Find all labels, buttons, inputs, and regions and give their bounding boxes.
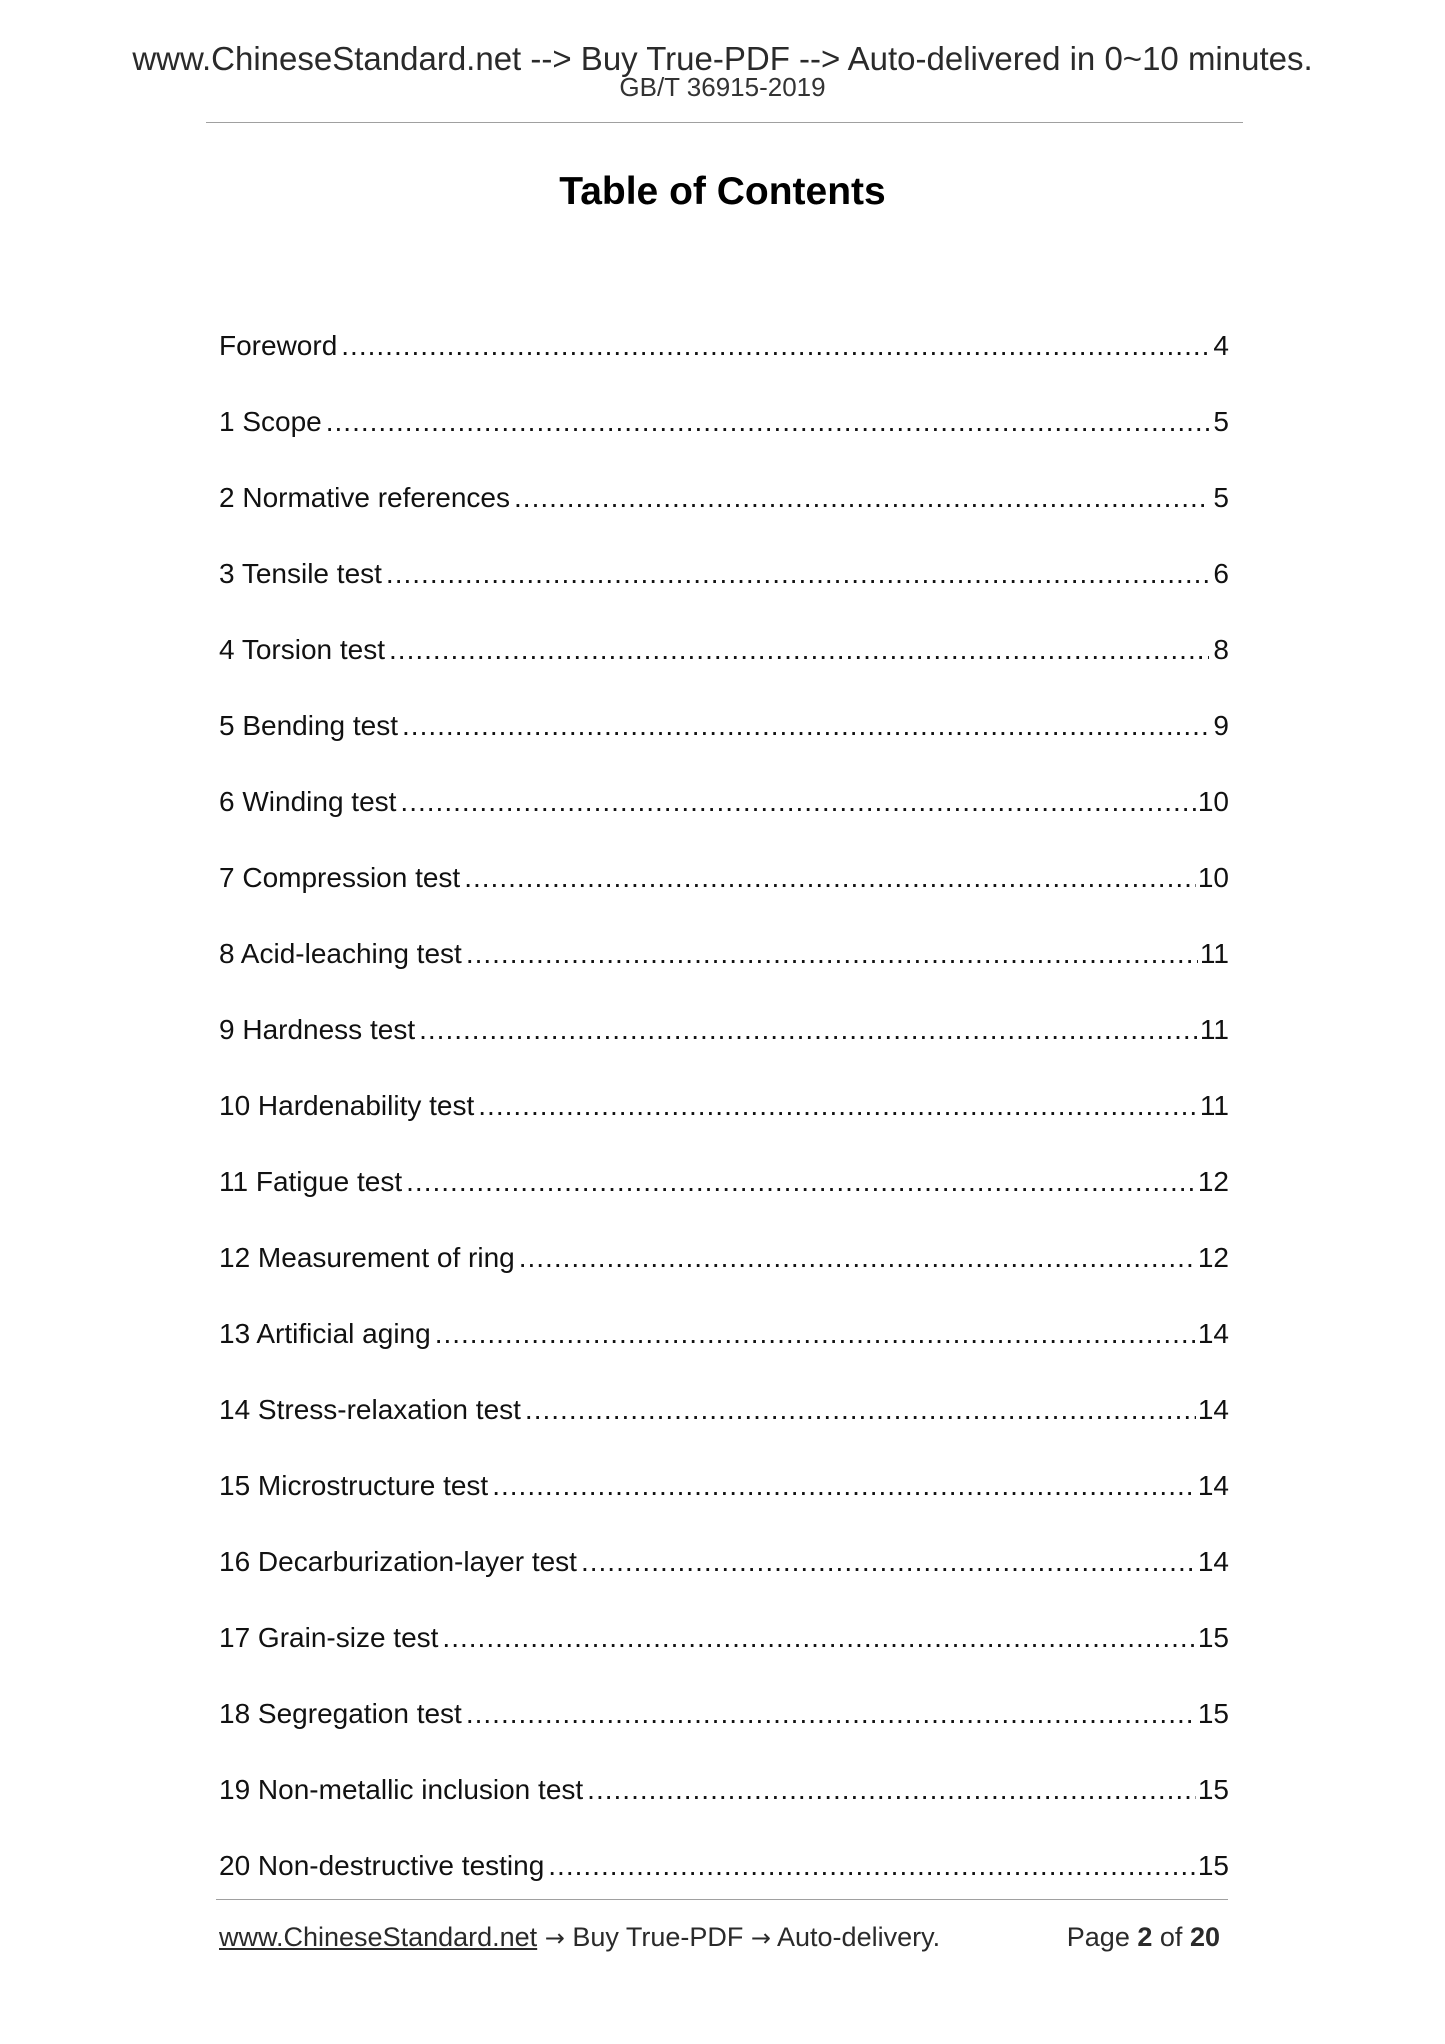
toc-dot-leader bbox=[525, 1392, 1196, 1428]
toc-dot-leader bbox=[587, 1772, 1196, 1808]
toc-entry[interactable] bbox=[219, 1504, 1229, 1580]
toc-entry[interactable] bbox=[219, 1732, 1229, 1808]
page-indicator bbox=[1067, 1920, 1220, 1954]
toc-entry-page: 11 bbox=[1199, 1014, 1229, 1045]
toc-entry[interactable] bbox=[219, 972, 1229, 1048]
toc-entry-label: 19 Non-metallic inclusion test bbox=[219, 1774, 584, 1805]
arrow-right-icon: → bbox=[544, 1924, 565, 1952]
toc-entry[interactable] bbox=[219, 288, 1229, 364]
standard-code: GB/T 36915-2019 bbox=[619, 72, 826, 102]
page-total: 20 bbox=[1189, 1922, 1220, 1952]
toc-entry-page: 15 bbox=[1197, 1850, 1229, 1881]
toc-entry[interactable] bbox=[219, 440, 1229, 516]
toc-entry-label: 4 Torsion test bbox=[219, 634, 386, 665]
toc-dot-leader bbox=[581, 1544, 1196, 1580]
toc-entry-label: 1 Scope bbox=[219, 406, 322, 437]
table-of-contents bbox=[219, 288, 1229, 1884]
toc-entry-label: 10 Hardenability test bbox=[219, 1090, 475, 1121]
toc-entry-label: 11 Fatigue test bbox=[219, 1166, 403, 1197]
toc-entry-page: 12 bbox=[1197, 1166, 1229, 1197]
toc-entry-label: 7 Compression test bbox=[219, 862, 461, 893]
toc-entry-page: 14 bbox=[1197, 1546, 1229, 1577]
toc-entry-label: 14 Stress-relaxation test bbox=[219, 1394, 521, 1425]
toc-dot-leader bbox=[492, 1468, 1196, 1504]
toc-entry-page: 15 bbox=[1197, 1622, 1229, 1653]
toc-entry-label: 6 Winding test bbox=[219, 786, 397, 817]
toc-dot-leader bbox=[406, 1164, 1196, 1200]
page-current: 2 bbox=[1137, 1922, 1153, 1952]
toc-dot-leader bbox=[466, 936, 1198, 972]
toc-dot-leader bbox=[442, 1620, 1195, 1656]
toc-entry-page: 10 bbox=[1197, 786, 1229, 817]
toc-dot-leader bbox=[464, 860, 1196, 896]
footer-divider bbox=[216, 1899, 1228, 1900]
toc-dot-leader bbox=[400, 784, 1195, 820]
footer-promo bbox=[219, 1920, 940, 1955]
toc-entry-label: 16 Decarburization-layer test bbox=[219, 1546, 577, 1577]
toc-entry-page: 14 bbox=[1197, 1318, 1229, 1349]
top-banner: www.ChineseStandard.net --> Buy True-PDF --> Auto-delivered in 0~10 minutes. bbox=[132, 40, 1313, 77]
toc-entry[interactable] bbox=[219, 668, 1229, 744]
toc-entry-label: 13 Artificial aging bbox=[219, 1318, 431, 1349]
footer-buy-text: Buy True-PDF bbox=[572, 1922, 744, 1952]
toc-entry[interactable] bbox=[219, 1124, 1229, 1200]
toc-entry-label: 8 Acid-leaching test bbox=[219, 938, 462, 969]
toc-entry-label: 12 Measurement of ring bbox=[219, 1242, 515, 1273]
of-word: of bbox=[1159, 1922, 1183, 1952]
toc-entry[interactable] bbox=[219, 1276, 1229, 1352]
footer-site-link[interactable]: www.ChineseStandard.net bbox=[219, 1922, 538, 1952]
toc-dot-leader bbox=[402, 708, 1209, 744]
toc-entry-page: 8 bbox=[1213, 634, 1229, 665]
toc-entry[interactable] bbox=[219, 1808, 1229, 1884]
toc-entry-page: 9 bbox=[1213, 710, 1229, 741]
toc-entry-label: Foreword bbox=[219, 330, 338, 361]
toc-entry-page: 5 bbox=[1213, 406, 1229, 437]
toc-entry[interactable] bbox=[219, 744, 1229, 820]
toc-entry[interactable] bbox=[219, 896, 1229, 972]
toc-dot-leader bbox=[389, 632, 1209, 668]
toc-entry-label: 3 Tensile test bbox=[219, 558, 382, 589]
toc-entry-label: 5 Bending test bbox=[219, 710, 399, 741]
toc-entry[interactable] bbox=[219, 1048, 1229, 1124]
footer-delivery-text: Auto-delivery. bbox=[777, 1922, 941, 1952]
toc-entry-page: 10 bbox=[1197, 862, 1229, 893]
toc-dot-leader bbox=[478, 1088, 1198, 1124]
toc-entry-label: 9 Hardness test bbox=[219, 1014, 416, 1045]
toc-entry-page: 4 bbox=[1213, 330, 1229, 361]
toc-entry-label: 15 Microstructure test bbox=[219, 1470, 489, 1501]
toc-entry[interactable] bbox=[219, 1200, 1229, 1276]
toc-dot-leader bbox=[435, 1316, 1196, 1352]
toc-entry[interactable] bbox=[219, 592, 1229, 668]
toc-entry-page: 14 bbox=[1197, 1394, 1229, 1425]
toc-dot-leader bbox=[419, 1012, 1198, 1048]
arrow-right-icon: → bbox=[750, 1924, 771, 1952]
toc-dot-leader bbox=[514, 480, 1209, 516]
toc-dot-leader bbox=[326, 404, 1209, 440]
page-word: Page bbox=[1066, 1922, 1130, 1952]
toc-entry-label: 18 Segregation test bbox=[219, 1698, 462, 1729]
toc-dot-leader bbox=[519, 1240, 1196, 1276]
toc-entry[interactable] bbox=[219, 364, 1229, 440]
toc-entry-page: 14 bbox=[1197, 1470, 1229, 1501]
toc-entry-page: 5 bbox=[1213, 482, 1229, 513]
toc-entry[interactable] bbox=[219, 1428, 1229, 1504]
toc-entry-label: 17 Grain-size test bbox=[219, 1622, 439, 1653]
toc-entry-page: 15 bbox=[1197, 1774, 1229, 1805]
toc-entry-page: 11 bbox=[1199, 938, 1229, 969]
page-title: Table of Contents bbox=[559, 170, 886, 213]
toc-entry[interactable] bbox=[219, 820, 1229, 896]
toc-entry[interactable] bbox=[219, 1352, 1229, 1428]
toc-dot-leader bbox=[386, 556, 1209, 592]
toc-entry-page: 11 bbox=[1199, 1090, 1229, 1121]
header-divider bbox=[206, 122, 1243, 123]
toc-entry-page: 6 bbox=[1213, 558, 1229, 589]
toc-entry-label: 2 Normative references bbox=[219, 482, 511, 513]
toc-entry-label: 20 Non-destructive testing bbox=[219, 1850, 545, 1881]
toc-dot-leader bbox=[466, 1696, 1196, 1732]
toc-dot-leader bbox=[341, 328, 1209, 364]
toc-entry[interactable] bbox=[219, 1656, 1229, 1732]
toc-entry[interactable] bbox=[219, 516, 1229, 592]
toc-entry[interactable] bbox=[219, 1580, 1229, 1656]
toc-entry-page: 12 bbox=[1197, 1242, 1229, 1273]
toc-entry-page: 15 bbox=[1197, 1698, 1229, 1729]
toc-dot-leader bbox=[548, 1848, 1196, 1884]
